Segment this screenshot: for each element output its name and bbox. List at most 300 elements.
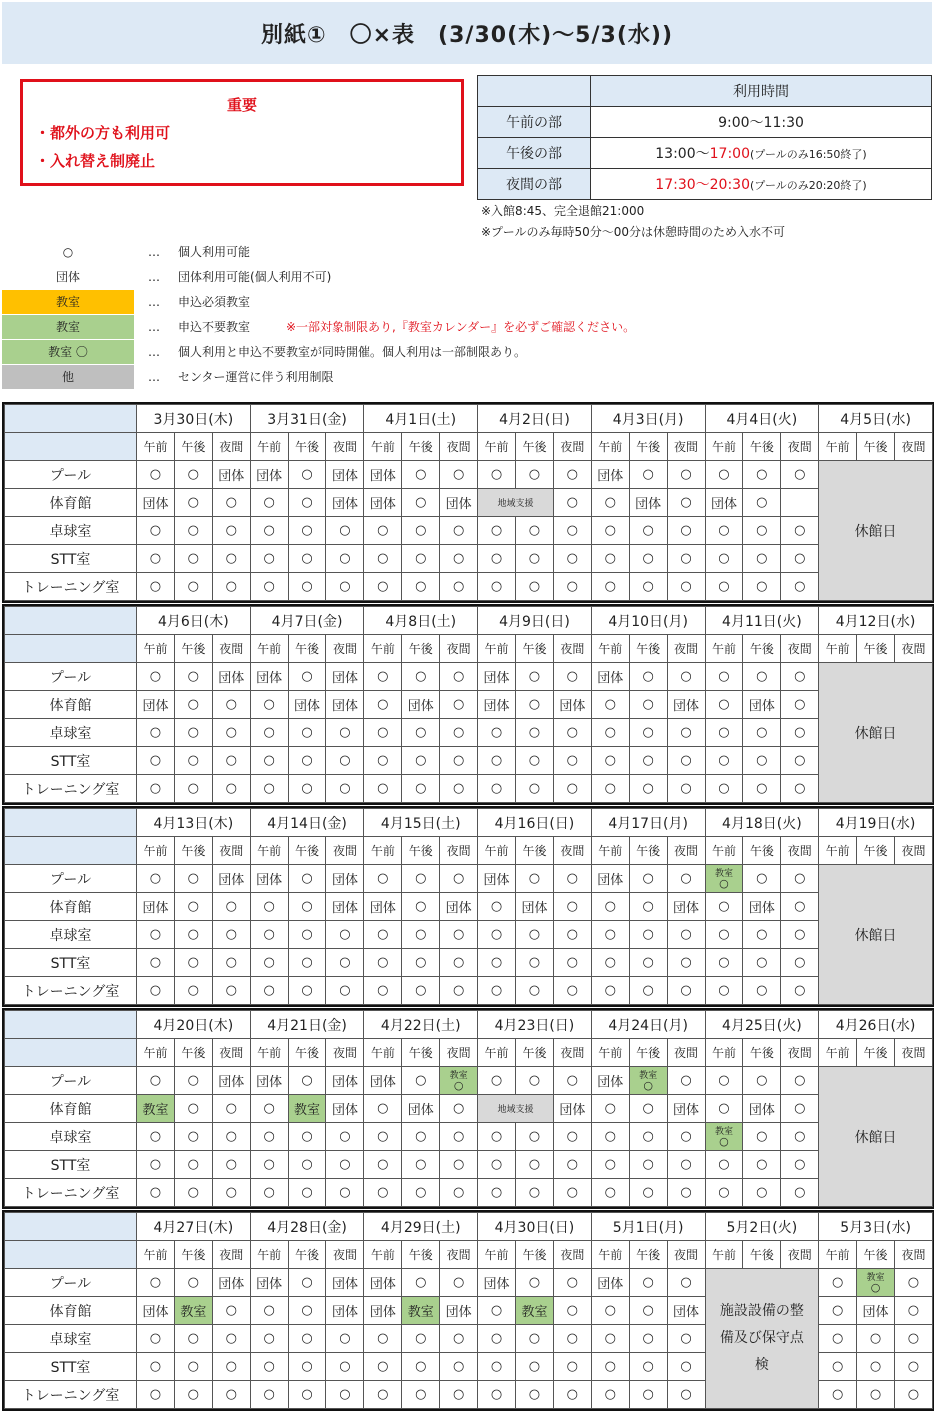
schedule-cell: ○: [895, 1381, 933, 1409]
facility-row: [5, 545, 933, 573]
legend-symbol: ○: [62, 245, 74, 259]
schedule-cell: ○: [212, 1151, 250, 1179]
schedule-cell: ○: [591, 1179, 629, 1207]
facility-name: プール: [5, 461, 137, 489]
period-header: 夜間: [553, 635, 591, 663]
period-header: 夜間: [440, 635, 478, 663]
schedule-cell: ○: [402, 1123, 440, 1151]
schedule-cell: 団体: [326, 489, 364, 517]
corner-cell: [5, 1241, 137, 1269]
period-header: 午前: [250, 635, 288, 663]
schedule-cell: ○: [781, 545, 819, 573]
schedule-cell: ○: [174, 1123, 212, 1151]
schedule-cell: ○: [591, 1095, 629, 1123]
period-header: 夜間: [781, 433, 819, 461]
period-header: 午後: [629, 1039, 667, 1067]
period-header: 午後: [402, 433, 440, 461]
schedule-cell: 団体: [743, 691, 781, 719]
schedule-cell: ○: [629, 893, 667, 921]
week-block: [2, 402, 934, 603]
period-header: 夜間: [781, 1039, 819, 1067]
period-header: 午前: [705, 433, 743, 461]
maintenance-cell: 施設設備の整備及び保守点検: [705, 1269, 819, 1409]
period-header: 夜間: [667, 635, 705, 663]
legend-description: 個人利用と申込不要教室が同時開催。個人利用は一部制限あり。: [178, 345, 527, 359]
schedule-cell: ○: [440, 949, 478, 977]
week-block: [2, 1210, 934, 1411]
schedule-cell: ○: [591, 747, 629, 775]
schedule-cell: ○: [857, 1353, 895, 1381]
schedule-cell: ○: [629, 1179, 667, 1207]
schedule-cell: ○: [288, 921, 326, 949]
legend: [2, 240, 902, 390]
schedule-cell: ○: [364, 691, 402, 719]
schedule-cell: ○: [667, 1353, 705, 1381]
schedule-cell: ○: [440, 573, 478, 601]
schedule-cell: ○: [250, 517, 288, 545]
schedule-cell: ○: [174, 517, 212, 545]
period-header: 午後: [629, 1241, 667, 1269]
period-header: 午前: [137, 635, 175, 663]
period-header: 午前: [591, 635, 629, 663]
schedule-cell: ○: [402, 893, 440, 921]
schedule-cell: ○: [857, 1325, 895, 1353]
facility-row: [5, 1067, 933, 1095]
schedule-cell: ○: [478, 461, 516, 489]
schedule-cell: ○: [629, 663, 667, 691]
facility-name: プール: [5, 1067, 137, 1095]
schedule-cell: ○: [137, 747, 175, 775]
schedule-cell: ○: [174, 1325, 212, 1353]
facility-row: [5, 921, 933, 949]
schedule-cell: ○: [440, 691, 478, 719]
schedule-cell: ○: [743, 921, 781, 949]
hours-time-night-range: 17:30～20:30: [655, 177, 750, 193]
schedule-cell: ○: [819, 1353, 857, 1381]
schedule-cell: ○: [364, 545, 402, 573]
schedule-cell: ○: [440, 1381, 478, 1409]
schedule-cell: ○: [212, 517, 250, 545]
hours-label-afternoon: 午後の部: [478, 138, 591, 169]
schedule-cell: ○: [137, 573, 175, 601]
schedule-cell: ○: [667, 977, 705, 1005]
schedule-cell: ○: [364, 1123, 402, 1151]
period-header: 午後: [743, 635, 781, 663]
period-header: 午後: [516, 837, 554, 865]
schedule-cell: ○: [553, 1381, 591, 1409]
schedule-cell: ○: [402, 865, 440, 893]
period-header: 午後: [516, 1241, 554, 1269]
schedule-cell: ○: [516, 1353, 554, 1381]
hours-label-morning: 午前の部: [478, 107, 591, 138]
schedule-cell: ○: [326, 1151, 364, 1179]
schedule-cell: ○: [667, 1381, 705, 1409]
schedule-cell: ○: [516, 921, 554, 949]
date-header: 4月26日(水): [819, 1011, 933, 1039]
schedule-cell: 団体: [137, 489, 175, 517]
facility-name: プール: [5, 663, 137, 691]
period-header: 夜間: [895, 837, 933, 865]
schedule-cell: 団体: [137, 893, 175, 921]
schedule-cell: ○: [553, 573, 591, 601]
schedule-cell: ○: [667, 1179, 705, 1207]
schedule-cell: ○: [629, 573, 667, 601]
schedule-cell: ○: [212, 893, 250, 921]
date-header: 4月28日(金): [250, 1213, 364, 1241]
legend-symbol: 教室: [2, 315, 134, 339]
period-header: 夜間: [212, 837, 250, 865]
schedule-cell: ○: [288, 1269, 326, 1297]
schedule-cell: ○: [364, 517, 402, 545]
period-header: 夜間: [781, 837, 819, 865]
schedule-cell: ○: [250, 921, 288, 949]
schedule-cell: ○: [629, 747, 667, 775]
schedule-cell: 団体: [326, 1067, 364, 1095]
period-header: 夜間: [440, 1241, 478, 1269]
schedule-cell: 団体: [591, 663, 629, 691]
class-label: 教室: [714, 1126, 733, 1137]
hours-header: 利用時間: [591, 76, 932, 107]
schedule-cell: ○: [212, 1123, 250, 1151]
schedule-cell: 団体: [212, 663, 250, 691]
schedule-cell: ○: [326, 1179, 364, 1207]
schedule-cell: ○: [629, 719, 667, 747]
schedule-cell: ○: [895, 1269, 933, 1297]
schedule-cell: ○: [781, 775, 819, 803]
date-header: 5月3日(水): [819, 1213, 933, 1241]
period-header: 午後: [857, 1241, 895, 1269]
period-header: 午後: [743, 1241, 781, 1269]
period-header: 夜間: [667, 1241, 705, 1269]
schedule-cell: ○: [326, 1381, 364, 1409]
period-header: 夜間: [553, 433, 591, 461]
schedule-cell: ○: [553, 545, 591, 573]
facility-name: 卓球室: [5, 921, 137, 949]
schedule-cell: ○: [667, 719, 705, 747]
date-header: 4月24日(月): [591, 1011, 705, 1039]
schedule-cell: ○: [326, 1325, 364, 1353]
facility-name: トレーニング室: [5, 1381, 137, 1409]
schedule-cell: ○: [174, 573, 212, 601]
schedule-cell: 団体: [137, 691, 175, 719]
schedule-cell: ○: [743, 775, 781, 803]
schedule-cell: ○: [553, 977, 591, 1005]
schedule-cell: ○: [212, 691, 250, 719]
schedule-cell: ○: [288, 1151, 326, 1179]
schedule-cell: ○: [781, 517, 819, 545]
period-header: 午後: [857, 837, 895, 865]
schedule-cell: ○: [326, 573, 364, 601]
facility-name: 体育館: [5, 893, 137, 921]
schedule-cell: ○: [591, 489, 629, 517]
schedule-cell: 団体: [137, 1297, 175, 1325]
period-header: 夜間: [895, 433, 933, 461]
period-header: 午後: [174, 1039, 212, 1067]
class-cell: 教室: [137, 1095, 175, 1123]
schedule-cell: ○: [478, 719, 516, 747]
schedule-cell: 団体: [478, 865, 516, 893]
schedule-cell: 団体: [553, 691, 591, 719]
period-header: 午後: [743, 433, 781, 461]
schedule-cell: ○: [250, 747, 288, 775]
schedule-cell: ○: [174, 775, 212, 803]
schedule-cell: ○: [591, 1151, 629, 1179]
schedule-cell: 団体: [591, 1269, 629, 1297]
period-header: 午後: [516, 635, 554, 663]
schedule-cell: ○: [781, 1179, 819, 1207]
period-header: 夜間: [553, 1241, 591, 1269]
schedule-cell: ○: [667, 865, 705, 893]
schedule-cell: ○: [364, 949, 402, 977]
date-header: 4月5日(水): [819, 405, 933, 433]
schedule-cell: ○: [326, 921, 364, 949]
facility-name: 体育館: [5, 691, 137, 719]
corner-cell: [5, 1213, 137, 1241]
class-with-individual-cell: [857, 1269, 895, 1297]
schedule-cell: ○: [402, 1067, 440, 1095]
schedule-cell: 団体: [591, 461, 629, 489]
schedule-cell: ○: [629, 949, 667, 977]
schedule-cell: 団体: [212, 865, 250, 893]
schedule-cell: ○: [591, 893, 629, 921]
schedule-cell: 団体: [212, 1269, 250, 1297]
schedule-cell: ○: [629, 1381, 667, 1409]
week-table: [4, 404, 933, 601]
restriction-cell: 地域支援: [478, 1095, 554, 1123]
period-header: 午前: [478, 433, 516, 461]
legend-row: [2, 240, 902, 265]
schedule-cell: ○: [250, 1325, 288, 1353]
schedule-cell: 団体: [250, 1067, 288, 1095]
facility-row: [5, 977, 933, 1005]
individual-mark: ○: [643, 1078, 653, 1092]
closed-day-cell: 休館日: [819, 1067, 933, 1207]
schedule-cell: ○: [212, 747, 250, 775]
schedule-cell: ○: [781, 1123, 819, 1151]
schedule-cell: ○: [440, 775, 478, 803]
schedule-cell: ○: [857, 1381, 895, 1409]
schedule-cell: ○: [212, 977, 250, 1005]
schedule-cell: 団体: [857, 1297, 895, 1325]
schedule-cell: ○: [478, 1325, 516, 1353]
schedule-cell: ○: [288, 1325, 326, 1353]
schedule-cell: ○: [705, 1067, 743, 1095]
schedule-cell: ○: [553, 1353, 591, 1381]
period-header: 午前: [364, 635, 402, 663]
legend-symbol: 他: [2, 365, 134, 389]
schedule-cell: ○: [440, 1325, 478, 1353]
schedule-cell: ○: [705, 663, 743, 691]
period-header: 午前: [819, 1241, 857, 1269]
hours-note-afternoon: (プールのみ16:50終了): [749, 148, 867, 161]
period-header: 夜間: [440, 837, 478, 865]
schedule-cell: ○: [402, 719, 440, 747]
schedule-cell: ○: [174, 1179, 212, 1207]
schedule-cell: ○: [629, 1353, 667, 1381]
schedule-cell: ○: [478, 977, 516, 1005]
date-header: 4月23日(日): [478, 1011, 592, 1039]
schedule-cell: 団体: [326, 1297, 364, 1325]
schedule-cell: ○: [516, 865, 554, 893]
schedule-cell: ○: [591, 719, 629, 747]
schedule-cell: ○: [705, 893, 743, 921]
schedule-cell: ○: [705, 461, 743, 489]
schedule-cell: ○: [250, 775, 288, 803]
schedule-cell: ○: [364, 1381, 402, 1409]
schedule-cell: ○: [212, 1381, 250, 1409]
schedule-cell: ○: [440, 1179, 478, 1207]
period-header: 午後: [288, 1039, 326, 1067]
schedule-cell: ○: [516, 719, 554, 747]
legend-description: 団体利用可能(個人利用不可): [178, 270, 332, 284]
schedule-cell: ○: [212, 921, 250, 949]
facility-name: 体育館: [5, 1297, 137, 1325]
schedule-cell: ○: [553, 1151, 591, 1179]
schedule-cell: ○: [212, 949, 250, 977]
schedule-cell: ○: [516, 1269, 554, 1297]
legend-row: [2, 315, 902, 340]
schedule-cell: ○: [629, 1151, 667, 1179]
schedule-cell: ○: [478, 747, 516, 775]
facility-row: [5, 517, 933, 545]
important-heading: 重要: [226, 96, 257, 114]
schedule-cell: ○: [667, 663, 705, 691]
schedule-cell: ○: [478, 517, 516, 545]
schedule-cell: ○: [174, 461, 212, 489]
schedule-cell: ○: [440, 1095, 478, 1123]
schedule-cell: ○: [174, 921, 212, 949]
schedule-cell: ○: [705, 719, 743, 747]
week-block: [2, 604, 934, 805]
schedule-cell: ○: [667, 1325, 705, 1353]
schedule-cell: 団体: [667, 1297, 705, 1325]
schedule-cell: ○: [667, 747, 705, 775]
schedule-cell: 団体: [402, 691, 440, 719]
schedule-cell: 団体: [326, 663, 364, 691]
schedule-cell: ○: [516, 977, 554, 1005]
schedule-cell: ○: [781, 461, 819, 489]
schedule-cell: ○: [591, 1123, 629, 1151]
schedule-cell: ○: [781, 1151, 819, 1179]
schedule-cell: 団体: [591, 1067, 629, 1095]
schedule-cell: ○: [629, 1123, 667, 1151]
restriction-cell: 地域支援: [478, 489, 554, 517]
schedule-cell: ○: [326, 1353, 364, 1381]
date-row: [5, 1213, 933, 1241]
schedule-cell: ○: [667, 1123, 705, 1151]
schedule-cell: ○: [364, 865, 402, 893]
date-header: 4月20日(木): [137, 1011, 251, 1039]
schedule-cell: ○: [250, 1151, 288, 1179]
schedule-cell: ○: [743, 977, 781, 1005]
schedule-cell: ○: [137, 663, 175, 691]
legend-warning: ※一部対象制限あり,『教室カレンダー』を必ずご確認ください。: [286, 320, 636, 334]
facility-name: トレーニング室: [5, 775, 137, 803]
schedule-cell: ○: [629, 921, 667, 949]
individual-mark: ○: [453, 1078, 464, 1092]
schedule-cell: ○: [591, 921, 629, 949]
schedule-cell: ○: [591, 573, 629, 601]
schedule-cell: ○: [667, 1067, 705, 1095]
period-header: 午前: [364, 837, 402, 865]
schedule-cell: ○: [705, 775, 743, 803]
period-header: 午後: [857, 433, 895, 461]
schedule-cell: ○: [402, 461, 440, 489]
schedule-cell: ○: [553, 1123, 591, 1151]
schedule-cell: ○: [591, 949, 629, 977]
schedule-cell: ○: [705, 691, 743, 719]
schedule-cell: ○: [478, 1297, 516, 1325]
legend-dots: …: [148, 370, 160, 384]
period-header: 午後: [402, 1039, 440, 1067]
schedule-cell: ○: [288, 1381, 326, 1409]
date-header: 4月6日(木): [137, 607, 251, 635]
schedule-cell: ○: [591, 1353, 629, 1381]
period-header: 午後: [857, 1039, 895, 1067]
schedule-cell: ○: [440, 461, 478, 489]
schedule-cell: ○: [250, 1123, 288, 1151]
schedule-cell: ○: [629, 545, 667, 573]
schedule-cell: 団体: [250, 1269, 288, 1297]
schedule-cell: ○: [781, 691, 819, 719]
schedule-cell: ○: [174, 1095, 212, 1123]
schedule-cell: 団体: [212, 1067, 250, 1095]
schedule-cell: ○: [440, 747, 478, 775]
schedule-cell: ○: [137, 1353, 175, 1381]
date-header: 4月11日(火): [705, 607, 819, 635]
schedule-cell: ○: [743, 461, 781, 489]
period-header: 午後: [288, 635, 326, 663]
facility-row: [5, 1179, 933, 1207]
schedule-cell: ○: [743, 1067, 781, 1095]
date-row: [5, 809, 933, 837]
schedule-cell: ○: [174, 949, 212, 977]
schedule-cell: ○: [553, 775, 591, 803]
period-header: 午後: [402, 1241, 440, 1269]
period-header: 午後: [174, 1241, 212, 1269]
date-header: 5月2日(火): [705, 1213, 819, 1241]
legend-description: 申込必須教室: [178, 295, 251, 309]
hours-label-night: 夜間の部: [478, 169, 591, 200]
schedule-cell: ○: [174, 1269, 212, 1297]
date-header: 4月21日(金): [250, 1011, 364, 1039]
class-label: 教室: [866, 1272, 885, 1283]
date-row: [5, 607, 933, 635]
schedule-cell: ○: [402, 977, 440, 1005]
schedule-cell: ○: [212, 1353, 250, 1381]
period-header: 午後: [174, 635, 212, 663]
schedule-cell: ○: [364, 1325, 402, 1353]
schedule-cell: 団体: [478, 1269, 516, 1297]
schedule-cell: ○: [288, 893, 326, 921]
period-header: 夜間: [326, 1039, 364, 1067]
schedule-cell: 団体: [364, 1067, 402, 1095]
period-header: 夜間: [212, 1241, 250, 1269]
schedule-cell: ○: [250, 893, 288, 921]
schedule-cell: ○: [326, 517, 364, 545]
schedule-cell: 団体: [440, 893, 478, 921]
period-header: 夜間: [326, 635, 364, 663]
period-header: 夜間: [553, 1039, 591, 1067]
schedule-cell: ○: [743, 865, 781, 893]
facility-row: [5, 1151, 933, 1179]
period-header: 午後: [288, 1241, 326, 1269]
date-header: 4月9日(日): [478, 607, 592, 635]
schedule-cell: ○: [478, 949, 516, 977]
schedule-cell: ○: [402, 921, 440, 949]
period-header: 午前: [705, 635, 743, 663]
hours-time-night: [591, 169, 932, 200]
